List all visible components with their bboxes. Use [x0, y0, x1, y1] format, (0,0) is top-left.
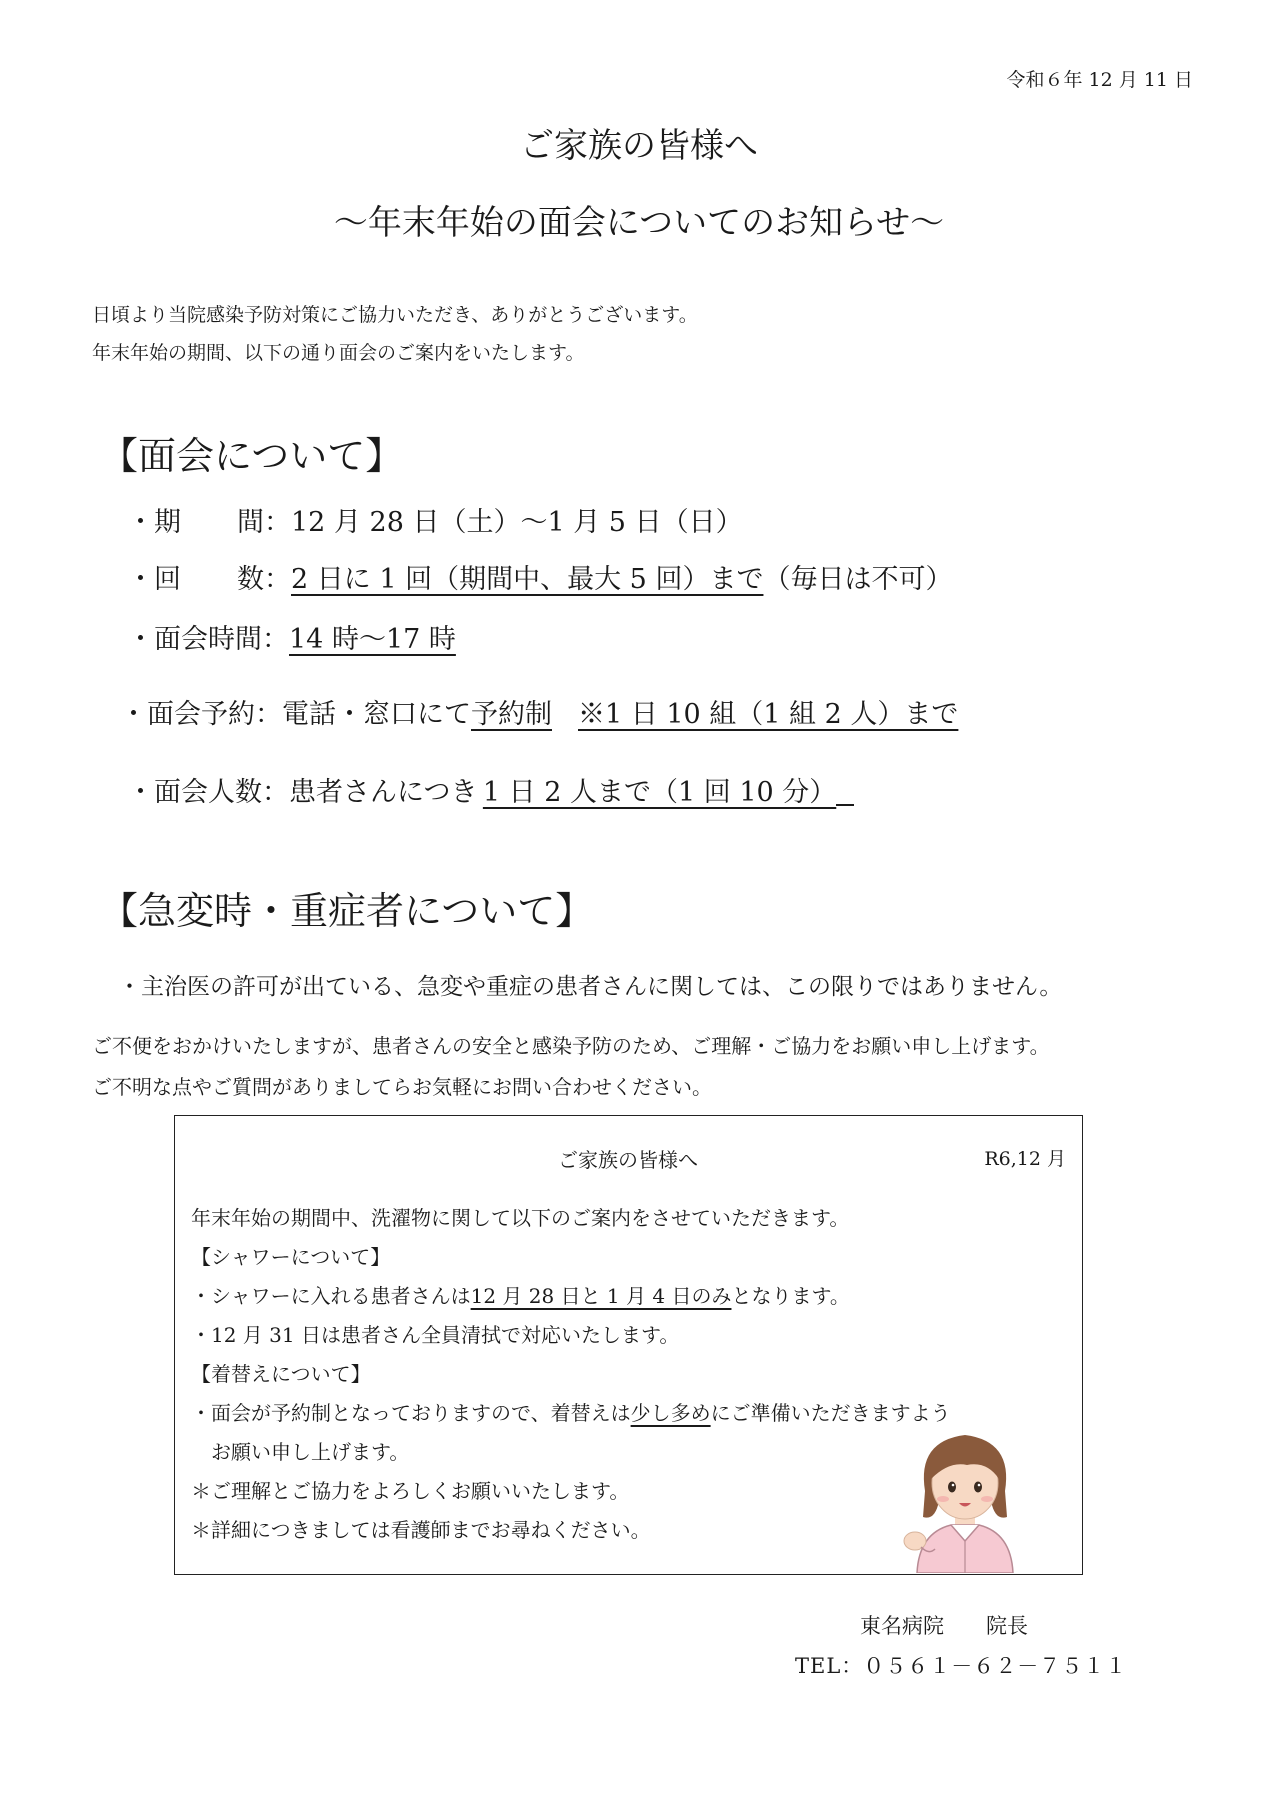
change-item-1-prefix: ・面会が予約制となっておりますので、着替えは [191, 1401, 631, 1425]
period-sep: ： [264, 507, 291, 538]
reservation-label: ・面会予約 [120, 699, 255, 730]
visit-reservation-item [120, 692, 958, 731]
visit-period-item [127, 500, 743, 539]
shower-heading: 【シャワーについて】 [191, 1245, 391, 1269]
box-title: ご家族の皆様へ [558, 1148, 698, 1172]
period-label-b: 間 [237, 507, 264, 538]
emergency-section-heading: 【急変時・重症者について】 [100, 889, 594, 933]
frequency-sep: ： [264, 564, 291, 595]
telephone-number: TEL：０５６１－６２－７５１１ [795, 1654, 1128, 1678]
box-date: R6,12 月 [984, 1148, 1066, 1170]
change-item-1-continued: お願い申し上げます。 [211, 1440, 410, 1464]
visit-people-item [127, 770, 854, 809]
hours-value: 14 時～17 時 [289, 624, 456, 655]
note-2: ＊詳細につきましては看護師までお尋ねください。 [191, 1518, 651, 1542]
people-label: ・面会人数 [127, 777, 262, 808]
shower-dates: 12 月 28 日と 1 月 4 日のみ [470, 1284, 732, 1308]
hospital-name: 東名病院 院長 [860, 1614, 1028, 1638]
closing-line-1: ご不便をおかけいたしますが、患者さんの安全と感染予防のため、ご理解・ご協力をお願い申し上げます。 [92, 1034, 1050, 1058]
closing-line-2: ご不明な点やご質問がありましてらお気軽にお問い合わせください。 [92, 1075, 712, 1099]
intro-line-2: 年末年始の期間、以下の通り面会のご案内をいたします。 [92, 342, 585, 364]
page-subtitle: ～年末年始の面会についてのお知らせ～ [333, 203, 945, 243]
document-date: 令和６年 12 月 11 日 [1006, 69, 1193, 91]
reservation-sep: ： [255, 699, 282, 730]
shower-item-1-suffix: となります。 [731, 1284, 850, 1308]
note-1: ＊ご理解とご協力をよろしくお願いいたします。 [191, 1479, 630, 1503]
reservation-note: ※1 日 10 組（1 組 2 人）まで [578, 699, 959, 730]
reservation-value-underlined: 予約制 [471, 699, 552, 730]
emergency-item: ・主治医の許可が出ている、急変や重症の患者さんに関しては、この限りではありません。 [118, 974, 1063, 1000]
visit-frequency-item [127, 557, 952, 596]
frequency-label-a: ・回 [127, 564, 181, 595]
change-item-1 [191, 1397, 951, 1426]
shower-item-1-prefix: ・シャワーに入れる患者さんは [191, 1284, 471, 1308]
shower-item-2: ・12 月 31 日は患者さん全員清拭で対応いたします。 [191, 1323, 680, 1347]
underline-extension [836, 804, 854, 806]
visit-section-heading: 【面会について】 [100, 434, 404, 478]
frequency-value-rest: （毎日は不可） [763, 564, 953, 595]
change-item-1-suffix: にご準備いただきますよう [710, 1401, 951, 1425]
intro-line-1: 日頃より当院感染予防対策にご協力いただき、ありがとうございます。 [92, 304, 698, 326]
reservation-value-plain: 電話・窓口にて [282, 699, 471, 730]
period-value: 12 月 28 日（土）～1 月 5 日（日） [291, 507, 743, 538]
people-value-underlined: 1 日 2 人まで（1 回 10 分） [482, 777, 837, 808]
box-intro: 年末年始の期間中、洗濯物に関して以下のご案内をさせていただきます。 [191, 1206, 850, 1230]
frequency-label-b: 数 [237, 564, 264, 595]
laundry-notice-box [174, 1115, 1083, 1575]
period-label-a: ・期 [127, 507, 181, 538]
people-sep: ： [262, 777, 289, 808]
change-amount: 少し多め [630, 1401, 711, 1425]
change-heading: 【着替えについて】 [191, 1362, 371, 1386]
page-title: ご家族の皆様へ [520, 126, 758, 166]
nurse-illustration [895, 1421, 1035, 1573]
frequency-value-underlined: 2 日に 1 回（期間中、最大 5 回）まで [291, 564, 764, 595]
hours-sep: ： [262, 624, 289, 655]
people-value-plain: 患者さんにつき [289, 777, 478, 808]
hours-label: ・面会時間 [127, 624, 262, 655]
shower-item-1 [191, 1280, 850, 1309]
visit-hours-item [127, 617, 456, 656]
